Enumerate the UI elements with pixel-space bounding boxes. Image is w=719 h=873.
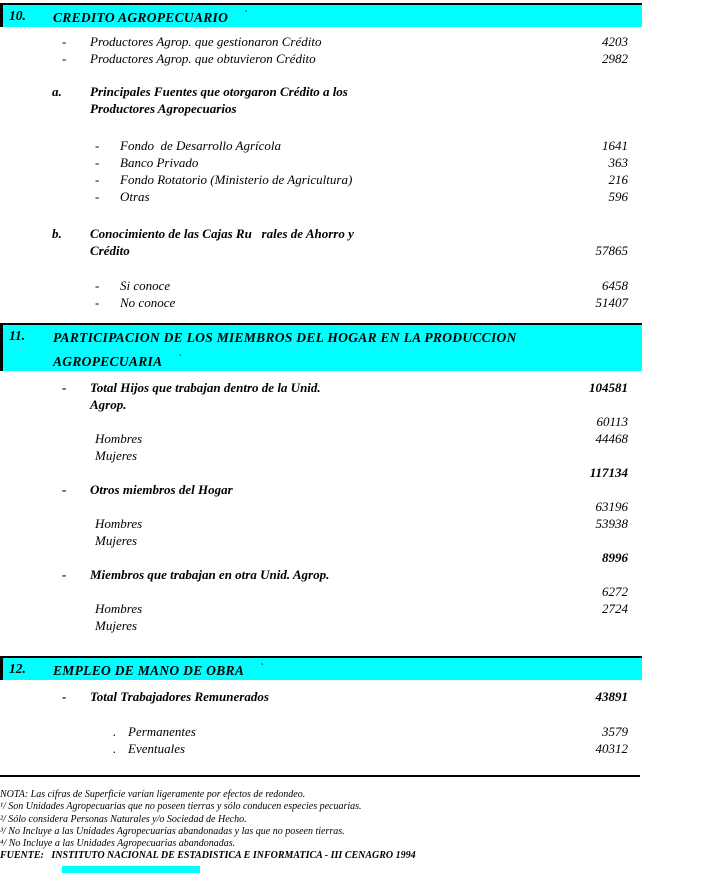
item-value: 104581 — [589, 380, 628, 395]
item-label: Si conoce — [120, 278, 171, 293]
table-row — [0, 481, 628, 498]
item-value: 51407 — [595, 295, 628, 310]
table-row — [0, 188, 628, 205]
item-label: Hombres — [95, 601, 143, 616]
section-title — [53, 328, 517, 372]
item-label: Total Hijos que trabajan dentro de la Unid. — [90, 380, 321, 395]
section-title — [53, 4, 247, 28]
notes — [0, 789, 719, 863]
source-line: FUENTE: INSTITUTO NACIONAL DE ESTADISTICA E INFORMATICA - III CENAGRO 1994 — [0, 850, 416, 862]
dash-bullet: - — [95, 138, 100, 153]
table-row — [0, 379, 628, 396]
section-title-text: CREDITO AGROPECUARIO — [53, 10, 229, 25]
item-label: Banco Privado — [120, 155, 199, 170]
table-row — [0, 498, 628, 515]
table-row — [0, 430, 628, 447]
item-value: 44468 — [595, 431, 628, 446]
item-label: Fondo de Desarrollo Agrícola — [120, 138, 282, 153]
item-label: Productores Agrop. que gestionaron Crédito — [90, 34, 322, 49]
table-row — [0, 515, 628, 532]
section-number: 11. — [9, 328, 26, 343]
subsection-letter: b. — [52, 226, 62, 241]
table-row — [0, 225, 628, 242]
dot-bullet: . — [113, 724, 117, 739]
table-row — [0, 137, 628, 154]
section-title-text: EMPLEO DE MANO DE OBRA — [53, 663, 245, 678]
table-row — [0, 294, 628, 311]
dash-bullet: - — [62, 34, 67, 49]
item-value: 40312 — [595, 741, 628, 756]
dash-bullet: - — [95, 295, 100, 310]
dash-bullet: - — [62, 689, 67, 704]
item-label: Mujeres — [95, 533, 138, 548]
table-row — [0, 83, 628, 100]
item-label: Mujeres — [95, 618, 138, 633]
section-10-header — [0, 3, 642, 27]
item-value: 53938 — [595, 516, 628, 531]
table-row — [0, 447, 628, 464]
item-value: 216 — [608, 172, 628, 187]
dash-bullet: - — [62, 482, 67, 497]
item-value: 6458 — [602, 278, 628, 293]
divider-rule — [0, 775, 640, 777]
item-value: 8996 — [602, 550, 628, 565]
table-row — [0, 154, 628, 171]
table-row — [0, 33, 628, 50]
table-row — [0, 617, 628, 634]
item-label: Principales Fuentes que otorgaron Crédito a los — [90, 84, 348, 99]
note-line: ⁴/ No Incluye a las Unidades Agropecuarias abandonadas. — [0, 838, 236, 850]
item-value: 2724 — [602, 601, 628, 616]
item-label: No conoce — [120, 295, 176, 310]
table-row — [0, 688, 628, 705]
table-row — [0, 171, 628, 188]
item-label: Hombres — [95, 431, 143, 446]
section-number: 10. — [9, 8, 26, 23]
table-row — [0, 100, 628, 117]
dash-bullet: - — [62, 51, 67, 66]
table-row — [0, 532, 628, 549]
table-row — [0, 50, 628, 67]
item-label: Otras — [120, 189, 150, 204]
item-label: Agrop. — [90, 397, 127, 412]
item-value: 57865 — [595, 243, 628, 258]
note-line: NOTA: Las cifras de Superficie varían ligeramente por efectos de redondeo. — [0, 789, 306, 800]
dash-bullet: - — [62, 567, 67, 582]
item-label: Otros miembros del Hogar — [90, 482, 233, 497]
item-value: 3579 — [602, 724, 628, 739]
section-12-header — [0, 656, 642, 680]
item-value: 6272 — [602, 584, 628, 599]
table-row — [0, 396, 628, 413]
table-row — [0, 242, 628, 259]
item-label: Total Trabajadores Remunerados — [90, 689, 269, 704]
table-row — [0, 549, 628, 566]
dash-bullet: - — [95, 155, 100, 170]
table-row — [0, 723, 628, 740]
item-value: 4203 — [602, 34, 628, 49]
dash-bullet: - — [95, 278, 100, 293]
item-label: Mujeres — [95, 448, 138, 463]
item-value: 63196 — [595, 499, 628, 514]
item-label: Permanentes — [128, 724, 196, 739]
subsection-letter: a. — [52, 84, 62, 99]
note-line: ³/ No Incluye a las Unidades Agropecuarias abandonadas y las que no poseen tierras. — [0, 825, 345, 837]
table-row — [0, 413, 628, 430]
table-row — [0, 277, 628, 294]
item-label: Crédito — [90, 243, 130, 258]
table-row — [0, 600, 628, 617]
item-label: Productores Agrop. que obtuvieron Crédito — [90, 51, 316, 66]
dash-bullet: - — [95, 189, 100, 204]
item-value: 117134 — [589, 465, 628, 480]
section-title-text: PARTICIPACION DE LOS MIEMBROS DEL HOGAR EN LA PRODUCCION — [53, 330, 517, 345]
item-label: Conocimiento de las Cajas Ru rales de Ahorro y — [90, 226, 354, 241]
section-title — [53, 657, 263, 681]
bottom-accent-strip — [62, 866, 200, 873]
section-title-text: AGROPECUARIA — [53, 354, 163, 369]
item-value: 363 — [608, 155, 628, 170]
dot-bullet: . — [113, 741, 117, 756]
table-row — [0, 583, 628, 600]
note-line: ²/ Sólo considera Personas Naturales y/o Sociedad de Hecho. — [0, 813, 247, 825]
footnote-mark: ` — [178, 353, 182, 363]
section-number: 12. — [9, 661, 26, 676]
table-row — [0, 464, 628, 481]
item-label: Hombres — [95, 516, 143, 531]
note-line: ¹/ Son Unidades Agropecuarias que no poseen tierras y sólo conducen especies pecuarias. — [0, 801, 362, 813]
table-row — [0, 566, 628, 583]
item-label: Miembros que trabajan en otra Unid. Agrop. — [90, 567, 330, 582]
section-11-header — [0, 323, 642, 371]
item-value: 1641 — [602, 138, 628, 153]
dash-bullet: - — [95, 172, 100, 187]
footnote-mark: ` — [244, 9, 248, 19]
item-value: 2982 — [602, 51, 628, 66]
item-label: Fondo Rotatorio (Ministerio de Agricultura) — [120, 172, 353, 187]
table-row — [0, 740, 628, 757]
item-value: 60113 — [596, 414, 628, 429]
item-value: 596 — [608, 189, 628, 204]
item-label: Eventuales — [128, 741, 186, 756]
dash-bullet: - — [62, 380, 67, 395]
item-label: Productores Agropecuarios — [90, 101, 237, 116]
footnote-mark: ` — [260, 662, 264, 672]
item-value: 43891 — [595, 689, 628, 704]
